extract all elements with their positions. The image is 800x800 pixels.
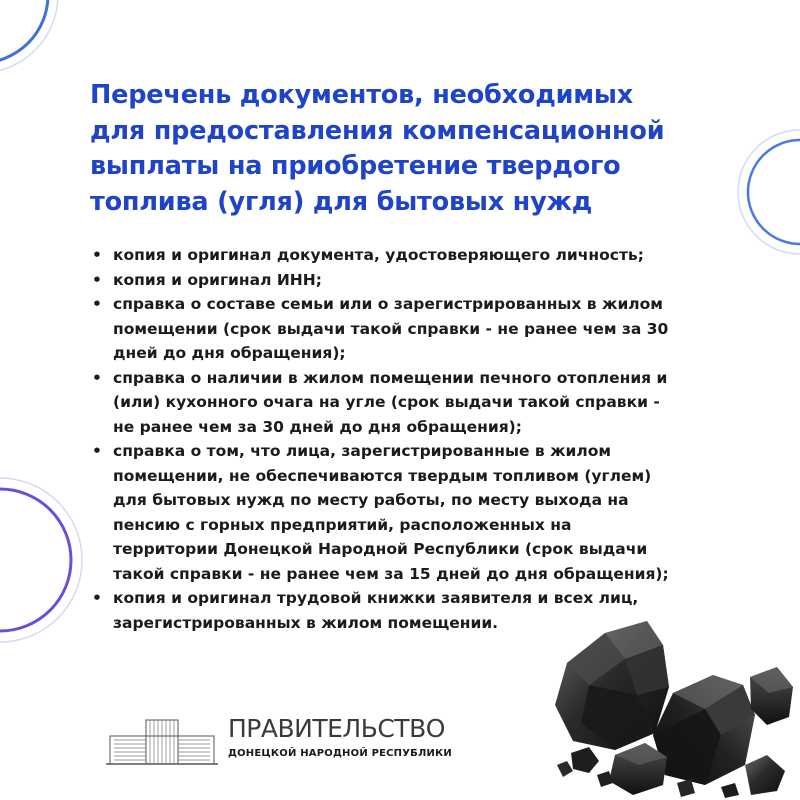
list-item-line: копия и оригинал ИНН; <box>113 270 322 289</box>
list-item-line: (или) кухонного очага на угле (срок выдачи такой справки - <box>113 393 660 411</box>
bullet: • <box>92 246 102 264</box>
ring-bottom-left-light <box>0 478 82 642</box>
list-item-line: такой справки - не ранее чем за 15 дней до дня обращения); <box>113 564 669 583</box>
title-line: для предоставления компенсационной <box>90 115 665 146</box>
page-title <box>90 78 740 220</box>
ring-bottom-left-purple <box>0 489 71 631</box>
coal-lumps-image <box>545 615 800 800</box>
list-item <box>92 268 752 293</box>
list-item-line: справка о том, что лица, зарегистрированные в жилом <box>113 442 612 460</box>
list-item <box>92 366 752 440</box>
list-item-line: справка о наличии в жилом помещении печного отопления и <box>113 368 668 387</box>
bullet: • <box>92 442 102 460</box>
ring-right-blue <box>748 140 800 244</box>
bullet: • <box>92 368 102 387</box>
ring-top-left-light <box>0 0 58 73</box>
ring-top-left-blue <box>0 0 48 63</box>
list-item-line: не ранее чем за 30 дней до дня обращения); <box>113 417 522 436</box>
title-line: Перечень документов, необходимых <box>90 80 634 110</box>
government-logo <box>106 714 486 770</box>
list-item-line: справка о составе семьи или о зарегистрированных в жилом <box>113 295 663 313</box>
government-building-icon <box>106 718 218 766</box>
list-item <box>92 292 752 366</box>
list-item-line: территории Донецкой Народной Республики (срок выдачи <box>113 540 648 558</box>
list-item-line: помещении, не обеспечиваются твердым топливом (углем) <box>113 466 652 485</box>
documents-list <box>92 243 752 635</box>
list-item-line: для бытовых нужд по месту работы, по месту выхода на <box>113 491 629 509</box>
list-item-line: дней до дня обращения); <box>113 344 346 362</box>
logo-subtitle: ДОНЕЦКОЙ НАРОДНОЙ РЕСПУБЛИКИ <box>228 748 452 759</box>
list-item-line: пенсию с горных предприятий, расположенных на <box>113 515 572 534</box>
list-item <box>92 439 752 586</box>
list-item <box>92 243 752 268</box>
ring-right-light <box>738 130 800 254</box>
list-item-line: копия и оригинал документа, удостоверяющего личность; <box>113 246 644 264</box>
list-item-line: зарегистрированных в жилом помещении. <box>113 613 499 632</box>
list-item-line: помещении (срок выдачи такой справки - не ранее чем за 30 <box>113 319 669 338</box>
list-item-line: копия и оригинал трудовой книжки заявителя и всех лиц, <box>113 589 639 607</box>
bullet: • <box>92 589 102 607</box>
title-line: топлива (угля) для бытовых нужд <box>90 186 593 217</box>
bullet: • <box>92 295 102 313</box>
bullet: • <box>92 270 102 289</box>
logo-name: ПРАВИТЕЛЬСТВО <box>228 714 445 743</box>
title-line: выплаты на приобретение твердого <box>90 151 621 181</box>
